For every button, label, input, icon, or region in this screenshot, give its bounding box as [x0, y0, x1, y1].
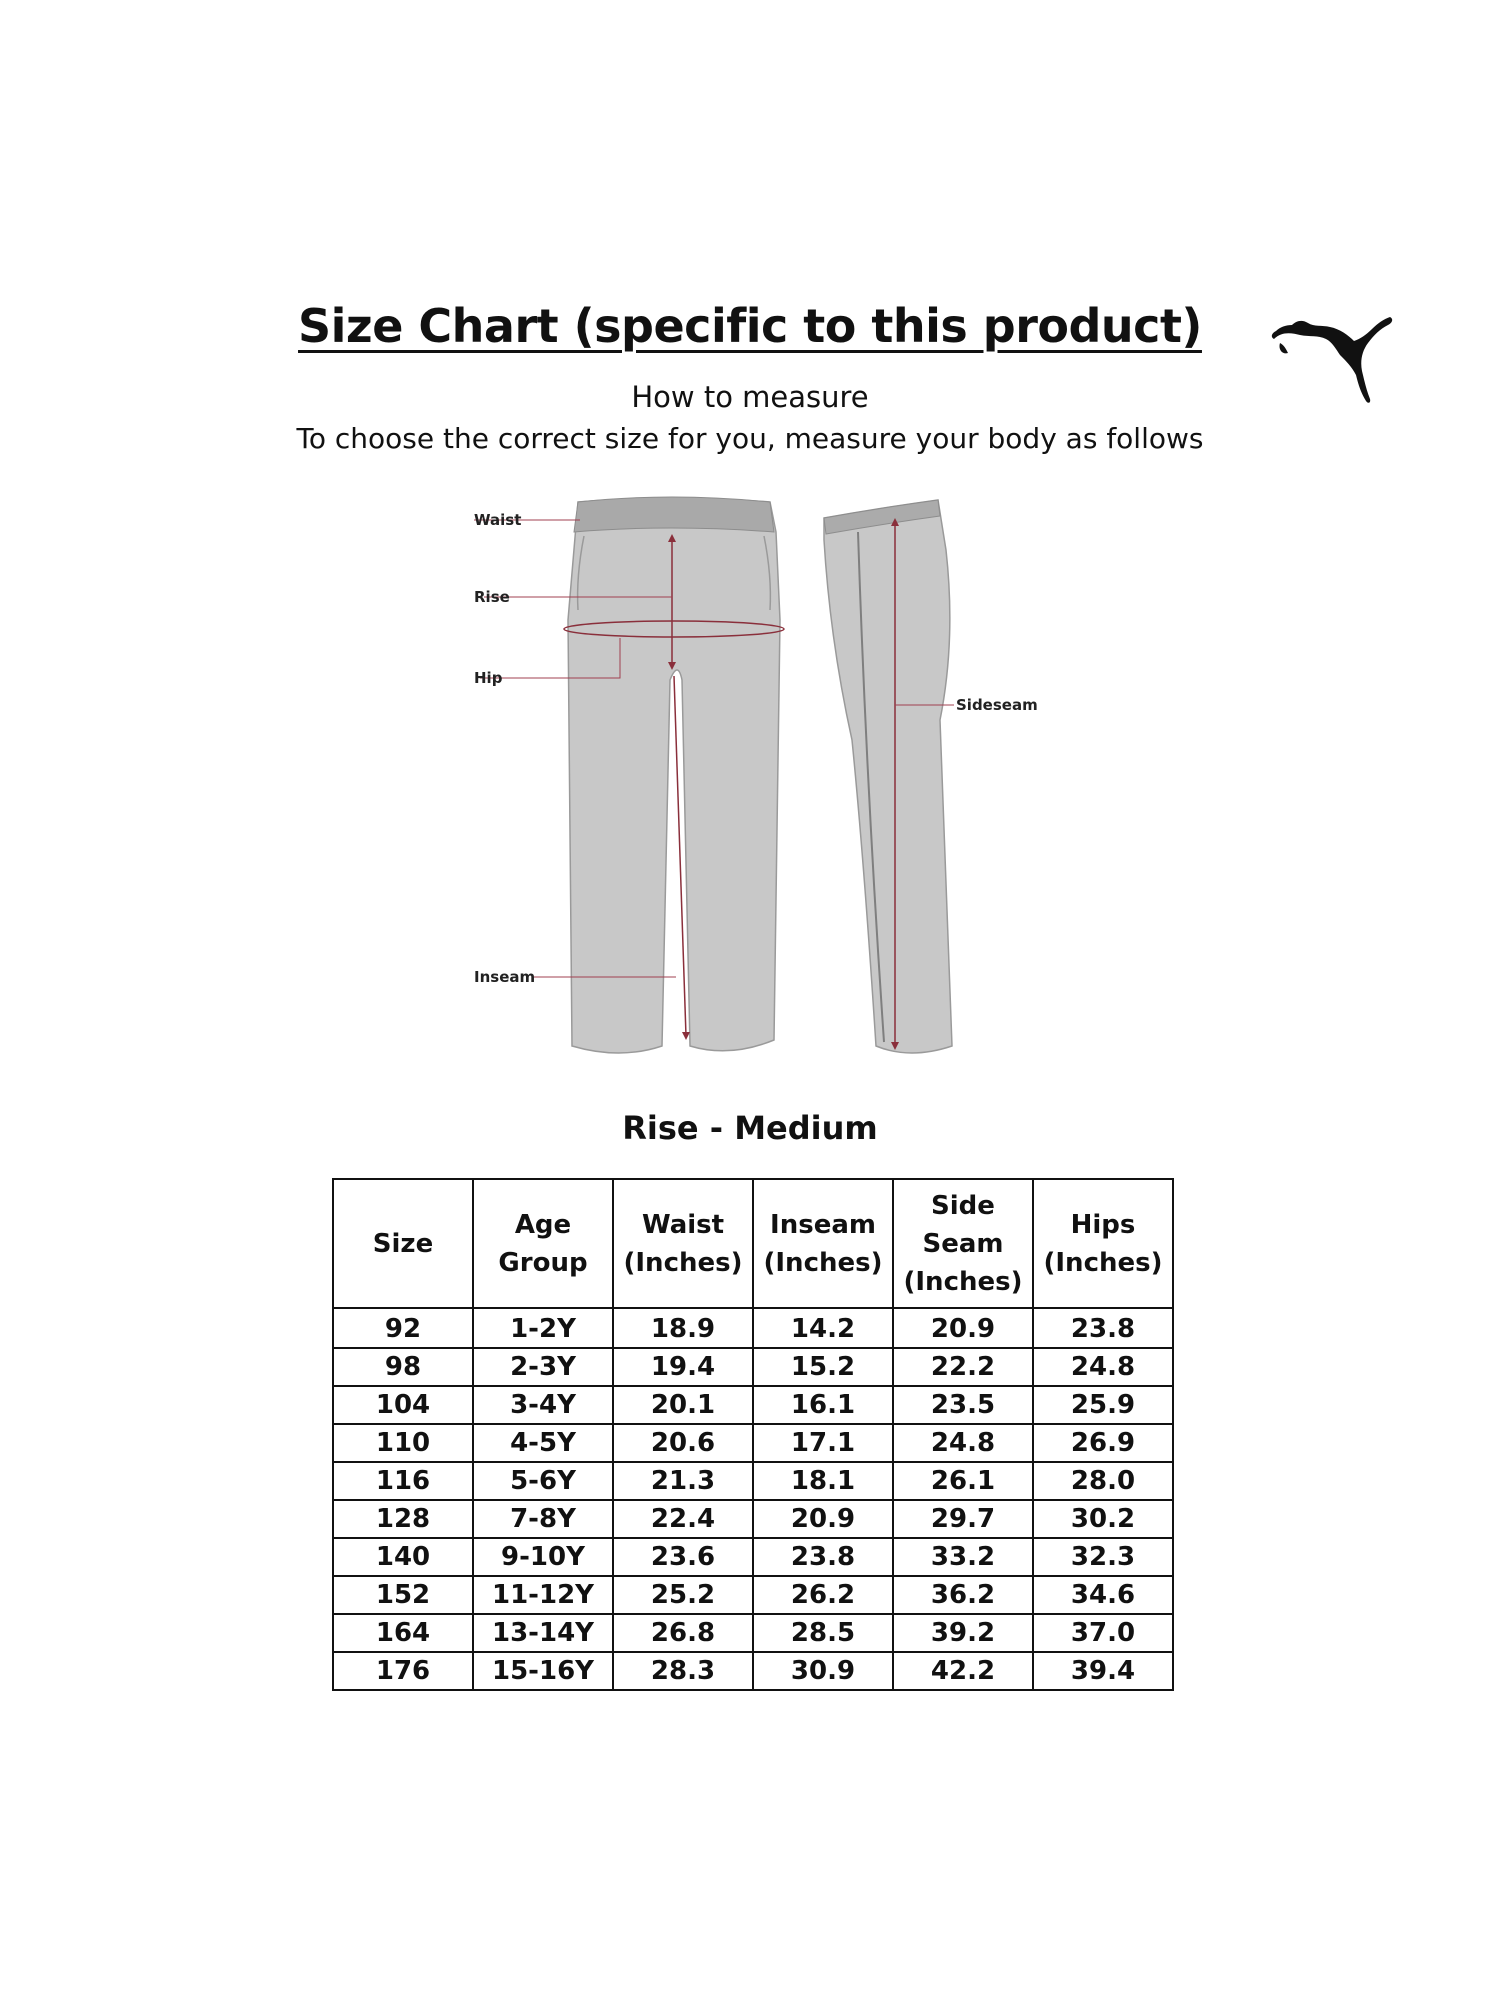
cell-age-group: 11-12Y	[473, 1576, 613, 1614]
cell-size: 152	[333, 1576, 473, 1614]
cell-side-seam: 29.7	[893, 1500, 1033, 1538]
cell-size: 92	[333, 1308, 473, 1348]
cell-hips: 23.8	[1033, 1308, 1173, 1348]
cell-inseam: 18.1	[753, 1462, 893, 1500]
table-row	[333, 1576, 1173, 1614]
rise-label: Rise	[474, 588, 510, 606]
cell-side-seam: 23.5	[893, 1386, 1033, 1424]
cell-age-group: 5-6Y	[473, 1462, 613, 1500]
cell-age-group: 2-3Y	[473, 1348, 613, 1386]
cell-size: 140	[333, 1538, 473, 1576]
cell-waist: 21.3	[613, 1462, 753, 1500]
cell-hips: 37.0	[1033, 1614, 1173, 1652]
table-row	[333, 1308, 1173, 1348]
cell-hips: 26.9	[1033, 1424, 1173, 1462]
cell-hips: 34.6	[1033, 1576, 1173, 1614]
cell-size: 128	[333, 1500, 473, 1538]
cell-size: 98	[333, 1348, 473, 1386]
cell-side-seam: 24.8	[893, 1424, 1033, 1462]
cell-hips: 30.2	[1033, 1500, 1173, 1538]
table-row	[333, 1462, 1173, 1500]
waist-label: Waist	[474, 511, 522, 529]
cell-size: 164	[333, 1614, 473, 1652]
size-chart-table	[332, 1178, 1174, 1691]
cell-inseam: 16.1	[753, 1386, 893, 1424]
cell-inseam: 23.8	[753, 1538, 893, 1576]
cell-inseam: 28.5	[753, 1614, 893, 1652]
table-row	[333, 1614, 1173, 1652]
cell-inseam: 15.2	[753, 1348, 893, 1386]
side-view-pants	[824, 500, 954, 1053]
cell-age-group: 13-14Y	[473, 1614, 613, 1652]
table-row	[333, 1348, 1173, 1386]
cell-side-seam: 33.2	[893, 1538, 1033, 1576]
table-row	[333, 1538, 1173, 1576]
header-age-group: Age Group	[473, 1179, 613, 1308]
cell-size: 104	[333, 1386, 473, 1424]
cell-hips: 25.9	[1033, 1386, 1173, 1424]
header-size: Size	[333, 1179, 473, 1308]
cell-inseam: 30.9	[753, 1652, 893, 1690]
table-header-row	[333, 1179, 1173, 1308]
header-hips: Hips (Inches)	[1033, 1179, 1173, 1308]
cell-age-group: 1-2Y	[473, 1308, 613, 1348]
cell-hips: 28.0	[1033, 1462, 1173, 1500]
cell-size: 176	[333, 1652, 473, 1690]
cell-waist: 25.2	[613, 1576, 753, 1614]
cell-age-group: 7-8Y	[473, 1500, 613, 1538]
header-inseam: Inseam (Inches)	[753, 1179, 893, 1308]
cell-inseam: 20.9	[753, 1500, 893, 1538]
cell-side-seam: 36.2	[893, 1576, 1033, 1614]
cell-hips: 39.4	[1033, 1652, 1173, 1690]
table-row	[333, 1424, 1173, 1462]
cell-waist: 22.4	[613, 1500, 753, 1538]
cell-inseam: 14.2	[753, 1308, 893, 1348]
cell-side-seam: 22.2	[893, 1348, 1033, 1386]
page-title-text: Size Chart (specific to this product)	[298, 299, 1202, 353]
measure-instruction: To choose the correct size for you, measure your body as follows	[296, 422, 1204, 455]
cell-waist: 23.6	[613, 1538, 753, 1576]
rise-heading: Rise - Medium	[622, 1109, 878, 1147]
inseam-label: Inseam	[474, 968, 536, 986]
header-side-seam: Side Seam (Inches)	[893, 1179, 1033, 1308]
sideseam-label: Sideseam	[956, 696, 1038, 714]
cell-waist: 28.3	[613, 1652, 753, 1690]
cell-inseam: 26.2	[753, 1576, 893, 1614]
table-row	[333, 1386, 1173, 1424]
cell-size: 110	[333, 1424, 473, 1462]
cell-age-group: 4-5Y	[473, 1424, 613, 1462]
cell-size: 116	[333, 1462, 473, 1500]
pants-measurement-diagram	[400, 480, 1100, 1100]
cell-hips: 24.8	[1033, 1348, 1173, 1386]
header-waist: Waist (Inches)	[613, 1179, 753, 1308]
cell-hips: 32.3	[1033, 1538, 1173, 1576]
cell-waist: 26.8	[613, 1614, 753, 1652]
cell-waist: 18.9	[613, 1308, 753, 1348]
cell-waist: 20.6	[613, 1424, 753, 1462]
cell-inseam: 17.1	[753, 1424, 893, 1462]
cell-side-seam: 42.2	[893, 1652, 1033, 1690]
table-row	[333, 1652, 1173, 1690]
table-row	[333, 1500, 1173, 1538]
how-to-measure-heading: How to measure	[631, 380, 869, 414]
cell-age-group: 9-10Y	[473, 1538, 613, 1576]
cell-side-seam: 39.2	[893, 1614, 1033, 1652]
cell-waist: 20.1	[613, 1386, 753, 1424]
cell-age-group: 15-16Y	[473, 1652, 613, 1690]
hip-label: Hip	[474, 669, 503, 687]
cell-waist: 19.4	[613, 1348, 753, 1386]
cell-side-seam: 26.1	[893, 1462, 1033, 1500]
cell-age-group: 3-4Y	[473, 1386, 613, 1424]
cell-side-seam: 20.9	[893, 1308, 1033, 1348]
